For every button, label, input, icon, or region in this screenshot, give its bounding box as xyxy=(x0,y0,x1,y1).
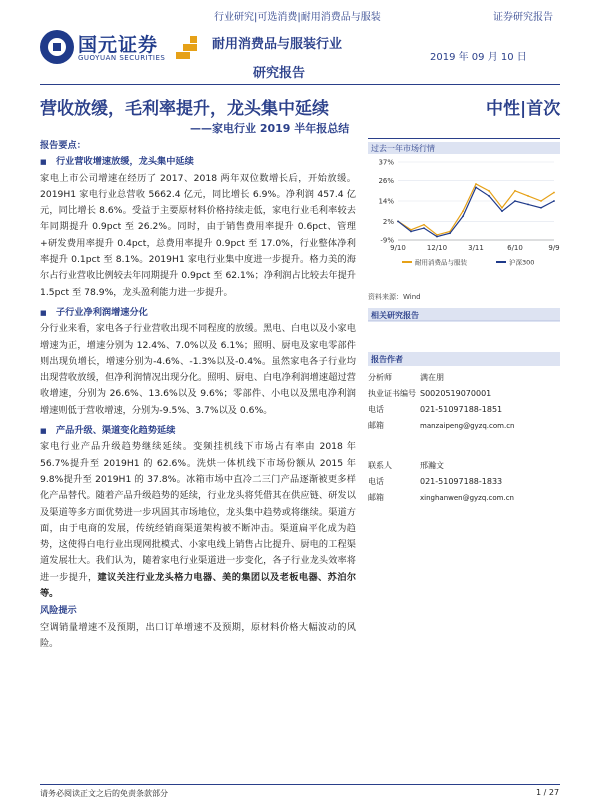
logo-mark-icon xyxy=(40,30,74,64)
series-point xyxy=(501,210,503,212)
logo-name-cn: 国元证券 xyxy=(78,34,159,56)
related-divider xyxy=(368,320,560,321)
series-point xyxy=(475,183,477,185)
series-point xyxy=(449,232,451,234)
x-tick-label: 3/11 xyxy=(468,244,484,252)
y-tick-label: 14% xyxy=(378,197,394,206)
author-row xyxy=(368,370,560,386)
series-point xyxy=(397,220,399,222)
author-row xyxy=(368,418,560,434)
chart-x-ticks xyxy=(390,244,560,252)
author-row-label: 联系人 xyxy=(368,461,392,470)
author-row-label: 执业证书编号 xyxy=(368,389,416,398)
report-title: 营收放缓，毛利率提升，龙头集中延续 xyxy=(40,99,329,119)
x-tick-label: 12/10 xyxy=(426,244,448,252)
top-nav-category: 行业研究|可选消费|耐用消费品与服装 xyxy=(214,12,381,23)
section-heading: ■ 子行业净利润增速分化 xyxy=(40,305,356,321)
report-type: 研究报告 xyxy=(253,66,306,81)
page-number: 1 / 27 xyxy=(536,788,560,797)
section-body: 分行业来看，家电各子行业营收出现不同程度的放缓。黑电、白电以及小家电增速为正，增速分别为 12.4%、7.0%以及 6.1%；照明、厨电及家电零部件则出现负增长，增速分别为-4.6%、-1.3%以及-0.4%。虽然家电各子行业均出现营收放缓，但净利润情况出现分化。照明、厨电、白电净利润增速超过营收增速，分别为 26.6%、13.6%以及 9.6%；零部件、小电以及黑电净利润增速则低于营收增速，分别为-9.5%、3.7%以及 0.6%。 xyxy=(40,323,356,416)
author-row-label: 分析师 xyxy=(368,373,392,382)
author-row-value: 021-51097188-1833 xyxy=(420,477,503,486)
header-divider xyxy=(40,84,560,85)
series-point xyxy=(553,200,555,202)
authors-heading: 报告作者 xyxy=(368,352,560,366)
authors-list xyxy=(368,370,560,506)
series-line xyxy=(398,184,554,235)
footer-disclaimer: 请务必阅读正文之后的免责条款部分 xyxy=(40,789,168,798)
section-heading: ■ 产品升级、渠道变化趋势延续 xyxy=(40,423,356,439)
report-date: 2019 年 09 月 10 日 xyxy=(430,52,527,63)
series-point xyxy=(527,195,529,197)
series-point xyxy=(553,192,555,194)
author-row xyxy=(368,458,560,474)
section-body xyxy=(40,439,356,602)
series-point xyxy=(488,195,490,197)
y-tick-label: 26% xyxy=(378,177,394,186)
y-tick-label: -9% xyxy=(380,236,394,245)
market-chart xyxy=(368,156,560,286)
series-point xyxy=(423,227,425,229)
chart-title: 过去一年市场行情 xyxy=(368,142,560,154)
series-point xyxy=(410,231,412,233)
author-row xyxy=(368,386,560,402)
section-body-recommendation: 建议关注行业龙头格力电器、美的集团以及老板电器、苏泊尔等。 xyxy=(40,571,357,600)
x-tick-label: 9/10 xyxy=(390,244,406,252)
series-point xyxy=(540,207,542,209)
series-point xyxy=(540,200,542,202)
author-row-label: 电话 xyxy=(368,405,384,414)
author-row xyxy=(368,490,560,506)
logo-squares-icon xyxy=(176,36,198,60)
chart-source: 资料来源：Wind xyxy=(368,293,421,301)
industry-category: 耐用消费品与服装行业 xyxy=(212,37,343,52)
series-point xyxy=(462,210,464,212)
y-tick-label: 2% xyxy=(382,217,394,226)
author-row-label: 电话 xyxy=(368,477,384,486)
section-heading: ■ 行业营收增速放缓，龙头集中延续 xyxy=(40,154,356,170)
x-tick-label: 6/10 xyxy=(507,244,523,252)
summary-heading: 报告要点： xyxy=(40,140,86,151)
risk-body: 空调销量增速不及预期，出口订单增速不及预期，原材料价格大幅波动的风险。 xyxy=(40,621,356,649)
risk-heading: 风险提示 xyxy=(40,605,77,617)
chart-y-ticks xyxy=(378,159,394,245)
author-row-value[interactable]: manzaipeng@gyzq.com.cn xyxy=(420,422,515,430)
author-row-value: 邢瀚文 xyxy=(420,461,444,470)
section-body-text: 家电行业产品升级趋势继续延续。变频挂机线下市场占有率由 2018 年 56.7%提升至 2019H1 的 62.6%。洗烘一体机线下市场份额从 2015 年 9.8%提升至 2019H1 的 37.8%。冰箱市场中直冷二三门产品逐渐被更多样化产品替代。随着产品升级趋势的延续，行业龙头将凭借其在供应链、研发以及渠道等多方面优势进一步巩固其市场地位，龙头集中趋势或将继续。渠道方面，由于电商的发展，传统经销商渠道架构被不断冲击。渠道扁平化成为趋势，这使得白电行业出现网批模式、小家电线上销售占比提升、厨电的工程渠道发展壮大。我们认为，随着家电行业渠道进一步变化，各子行业龙头效率将进一步提升， xyxy=(40,441,356,583)
series-point xyxy=(423,224,425,226)
logo-name-en: GUOYUAN SECURITIES xyxy=(78,54,166,62)
series-point xyxy=(514,200,516,202)
series-point xyxy=(514,190,516,192)
top-nav-report-type: 证券研究报告 xyxy=(493,12,553,23)
chart-lines xyxy=(397,183,555,237)
report-subtitle: ——家电行业 2019 半年报总结 xyxy=(190,122,350,135)
series-line xyxy=(398,187,554,236)
section-body: 家电上市公司增速在经历了 2017、2018 两年双位数增长后，开始放缓。2019H1 家电行业总营收 5662.4 亿元，同比增长 6.9%。净利润 457.4 亿元，同比增长 8.6%。受益于主要原材料价格持续走低，家电行业毛利率较去年同期提升 0.9pct 至 26.2%。同时，由于销售费用率提升 0.6pct、管理+研发费用率提升 0.4pct，总费用率提升 0.9pct 至 17.0%，行业整体净利率提升 0.1pct 至 8.1%。2019H1 家电行业集中度进一步提升。格力美的海尔占行业营收比例较去年同期提升 0.9pct 至 62.1%；净利润占比较去年提升 1.5pct 至 78.9%，龙头盈利能力进一步提升。 xyxy=(40,172,356,298)
y-tick-label: 37% xyxy=(378,158,394,167)
rating: 中性|首次 xyxy=(486,99,561,119)
author-row-label: 邮箱 xyxy=(368,493,384,502)
chart-legend xyxy=(402,258,534,267)
summary-column xyxy=(40,138,356,652)
related-research-heading: 相关研究报告 xyxy=(368,308,560,322)
author-row-value: S0020519070001 xyxy=(420,389,492,398)
author-row-value: 满在朋 xyxy=(420,373,444,382)
series-point xyxy=(462,215,464,217)
author-row-value[interactable]: xinghanwen@gyzq.com.cn xyxy=(420,494,514,502)
series-point xyxy=(488,190,490,192)
footer-divider xyxy=(40,784,560,785)
author-row xyxy=(368,474,560,490)
author-row-value: 021-51097188-1851 xyxy=(420,405,503,414)
author-row-label: 邮箱 xyxy=(368,421,384,430)
series-point xyxy=(475,187,477,189)
chart-top-rule xyxy=(368,138,560,139)
legend-label: 沪深300 xyxy=(509,258,535,267)
series-point xyxy=(527,203,529,205)
company-logo xyxy=(40,30,200,66)
legend-label: 耐用消费品与服装 xyxy=(415,258,467,267)
series-point xyxy=(436,236,438,238)
author-row xyxy=(368,402,560,418)
series-point xyxy=(501,207,503,209)
x-tick-label: 9/9 xyxy=(548,244,560,252)
